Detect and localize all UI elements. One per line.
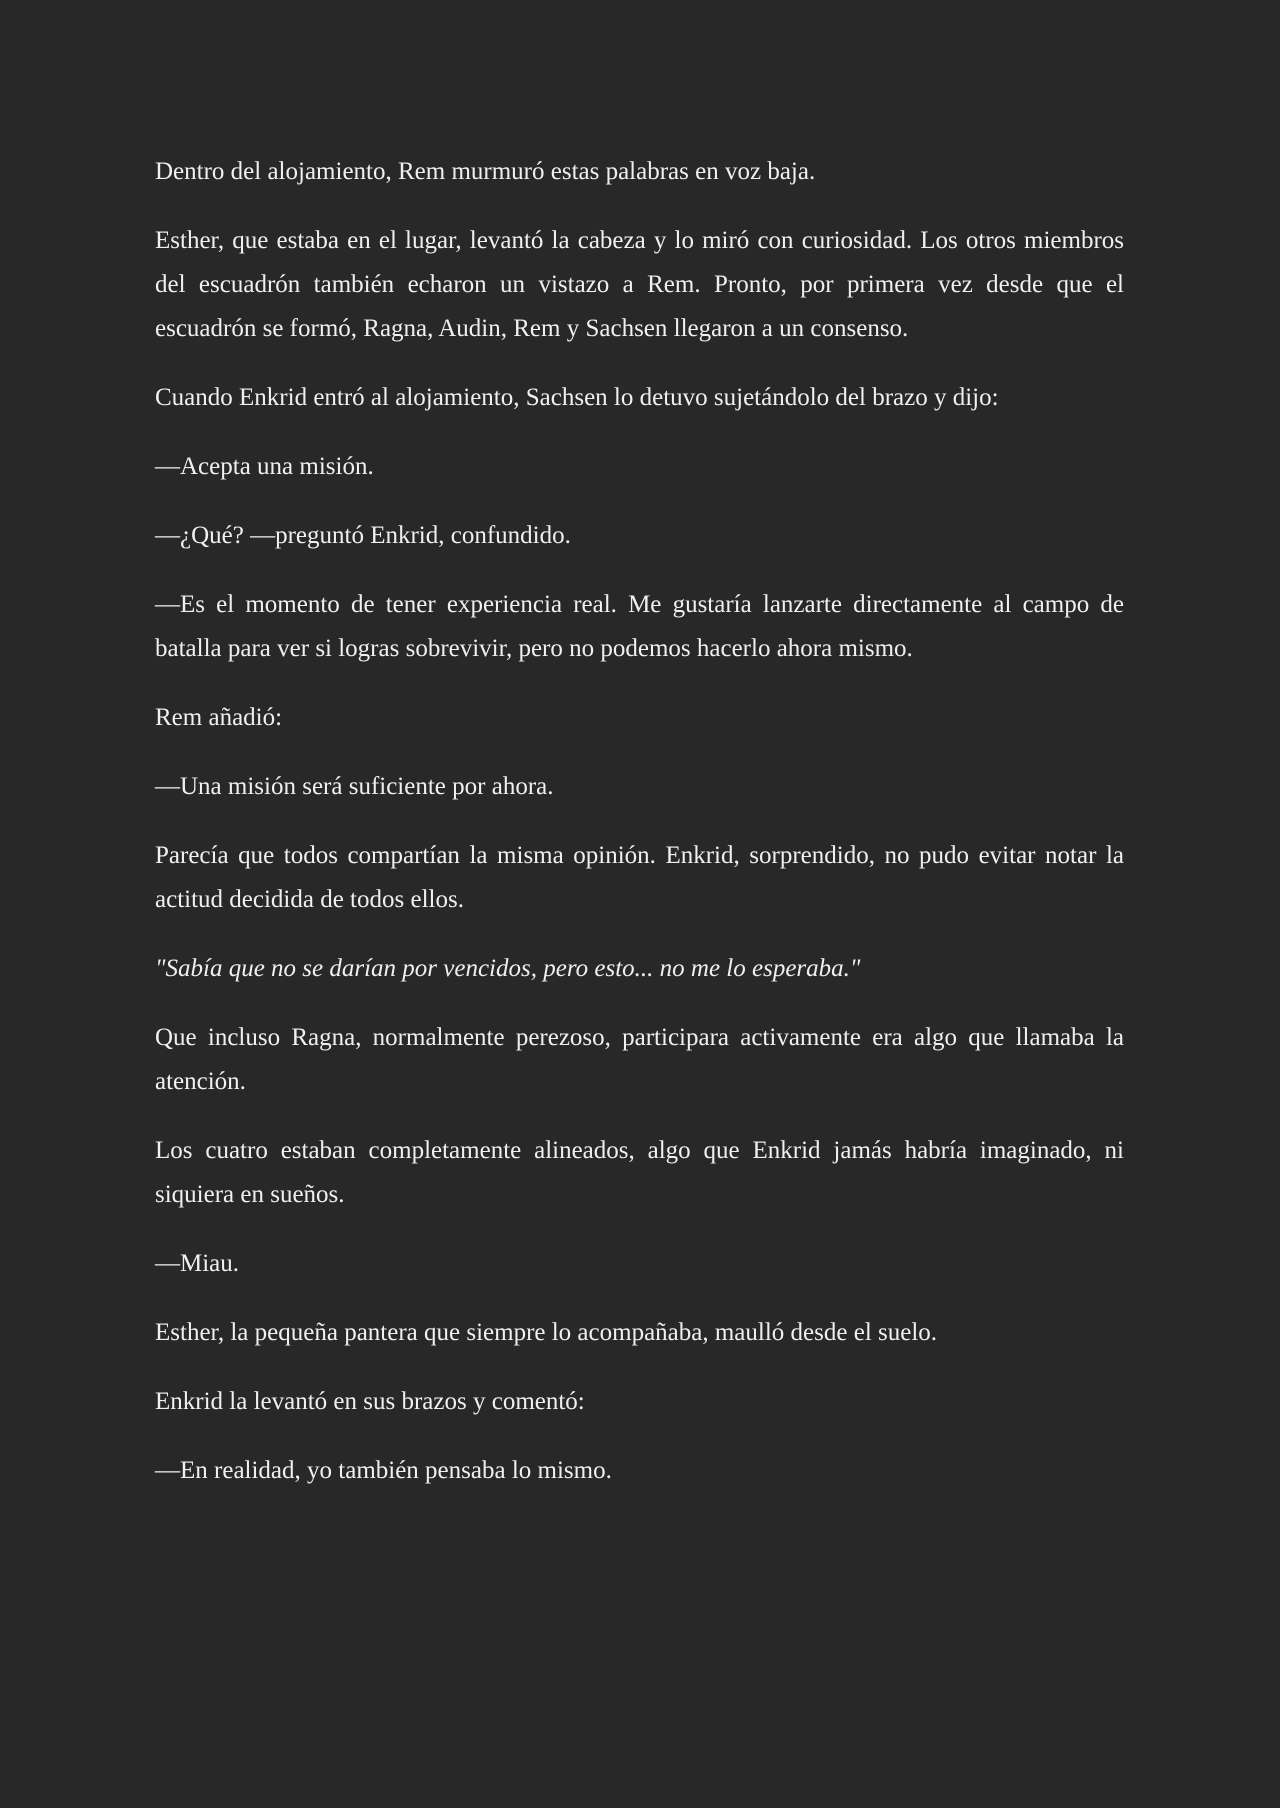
dialogue-line: —Es el momento de tener experiencia real. Me gustaría lanzarte directamente al campo de batalla para ver si logras sobrevivir, pero no podemos hacerlo ahora mismo. bbox=[155, 591, 1124, 662]
paragraph: Esther, la pequeña pantera que siempre lo acompañaba, maulló desde el suelo. bbox=[155, 1319, 938, 1346]
paragraph: Parecía que todos compartían la misma opinión. Enkrid, sorprendido, no pudo evitar notar la actitud decidida de todos ellos. bbox=[155, 842, 1124, 913]
paragraph: Que incluso Ragna, normalmente perezoso, participara activamente era algo que llamaba la atención. bbox=[155, 1024, 1124, 1095]
dialogue-line: —¿Qué? —preguntó Enkrid, confundido. bbox=[155, 522, 571, 549]
dialogue-line: —Acepta una misión. bbox=[155, 453, 374, 480]
dialogue-line: —Una misión será suficiente por ahora. bbox=[155, 773, 554, 800]
paragraph: Esther, que estaba en el lugar, levantó la cabeza y lo miró con curiosidad. Los otros miembros del escuadrón también echaron un vistazo a Rem. Pronto, por primera vez desde que el escuadrón se formó, Ragna, Audin, Rem y Sachsen llegaron a un consenso. bbox=[155, 227, 1124, 342]
reading-page bbox=[155, 150, 1124, 1518]
inner-thought: "Sabía que no se darían por vencidos, pero esto... no me lo esperaba." bbox=[155, 955, 861, 982]
paragraph: Los cuatro estaban completamente alineados, algo que Enkrid jamás habría imaginado, ni siquiera en sueños. bbox=[155, 1137, 1124, 1208]
dialogue-line: —Miau. bbox=[155, 1250, 240, 1277]
paragraph: Cuando Enkrid entró al alojamiento, Sachsen lo detuvo sujetándolo del brazo y dijo: bbox=[155, 384, 999, 411]
paragraph: Dentro del alojamiento, Rem murmuró estas palabras en voz baja. bbox=[155, 158, 816, 185]
paragraph: Enkrid la levantó en sus brazos y comentó: bbox=[155, 1388, 585, 1415]
dialogue-line: —En realidad, yo también pensaba lo mismo. bbox=[155, 1457, 612, 1484]
paragraph: Rem añadió: bbox=[155, 704, 283, 731]
